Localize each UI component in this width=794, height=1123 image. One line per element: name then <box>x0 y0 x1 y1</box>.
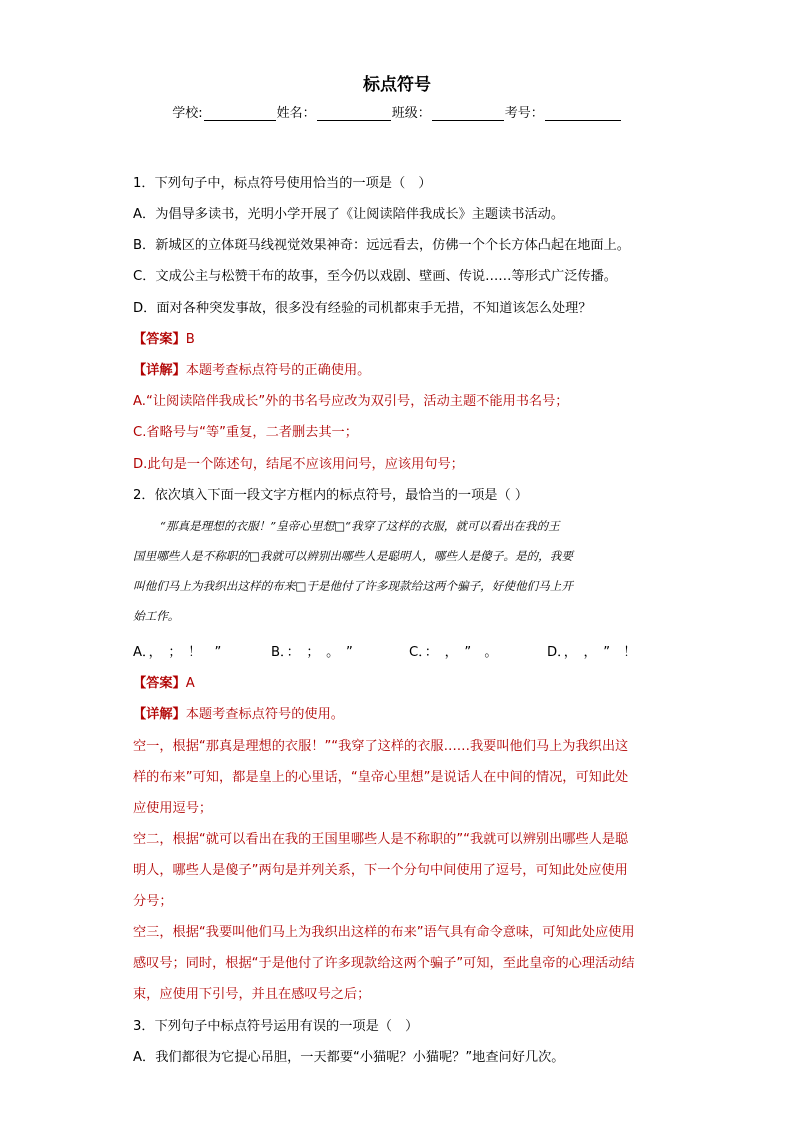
id-label: 考号： <box>504 106 544 121</box>
q2-options <box>133 641 637 660</box>
q1-option-c: C．文成公主与松赞干布的故事，至今仍以戏剧、壁画、传说……等形式广泛传播。 <box>133 269 617 284</box>
q2-option-a: A．， ； ！ ” <box>133 645 222 660</box>
document-title: 标点符号 <box>363 75 431 95</box>
q2-explanation-line: 感叹号；同时，根据“于是他付了许多现款给这两个骗子”可知，至此皇帝的心理活动结 <box>133 956 635 971</box>
q2-option-d: D．， ， ” ！ <box>547 645 637 660</box>
q1-detail <box>133 359 370 378</box>
q2-explanation-line: 分号； <box>133 894 173 909</box>
student-info-row <box>0 102 794 121</box>
q2-quote-line: 叫他们马上为我织出这样的布来□于是他付了许多现款给这两个骗子，好使他们马上开 <box>133 579 573 593</box>
detail-tag: 【详解】 <box>133 707 186 722</box>
q2-option-b: B．： ； 。 ” <box>271 645 353 660</box>
q1-option-b: B．新城区的立体斑马线视觉效果神奇：远远看去，仿佛一个个长方体凸起在地面上。 <box>133 238 630 253</box>
q2-option-c: C．： ， ” 。 <box>409 645 498 660</box>
answer-value: B <box>185 332 195 347</box>
answer-tag: 【答案】 <box>133 332 186 347</box>
q1-explanation-c: C.省略号与“等”重复，二者删去其一； <box>133 425 358 440</box>
name-blank <box>317 106 391 121</box>
q1-explanation-d: D.此句是一个陈述句，结尾不应该用问号，应该用句号； <box>133 457 464 472</box>
q2-explanation-line: 空三，根据“我要叫他们马上为我织出这样的布来”语气具有命令意味，可知此处应使用 <box>133 925 635 940</box>
q2-quote-line: 国里哪些人是不称职的□我就可以辨别出哪些人是聪明人，哪些人是傻子。是的，我要 <box>133 549 573 563</box>
q2-explanation-line: 明人，哪些人是傻子”两句是并列关系，下一个分句中间使用了逗号，可知此处应使用 <box>133 863 628 878</box>
q2-stem: 2．依次填入下面一段文字方框内的标点符号，最恰当的一项是（ ） <box>133 488 529 503</box>
q2-quote-line: 始工作。 <box>133 609 180 623</box>
q1-stem: 1．下列句子中，标点符号使用恰当的一项是（ ） <box>133 176 432 191</box>
answer-tag: 【答案】 <box>133 676 186 691</box>
school-label: 学校: <box>172 106 203 121</box>
detail-text: 本题考查标点符号的正确使用。 <box>185 363 371 378</box>
q2-explanation-line: 应使用逗号； <box>133 801 213 816</box>
q1-explanation-a: A.“让阅读陪伴我成长”外的书名号应改为双引号，活动主题不能用书名号； <box>133 394 569 409</box>
detail-tag: 【详解】 <box>133 363 186 378</box>
q2-explanation-line: 空一，根据“那真是理想的衣服！”“我穿了这样的衣服……我要叫他们马上为我织出这 <box>133 739 629 754</box>
answer-value: A <box>185 676 195 691</box>
q3-option-a: A．我们都很为它提心吊胆，一天都要“小猫呢？小猫呢？”地查问好几次。 <box>133 1050 565 1065</box>
q2-quote-line: “那真是理想的衣服！”皇帝心里想□“我穿了这样的衣服，就可以看出在我的王 <box>160 519 560 533</box>
q3-stem: 3．下列句子中标点符号运用有误的一项是（ ） <box>133 1019 419 1034</box>
q2-answer <box>133 672 195 691</box>
name-label: 姓名： <box>276 106 316 121</box>
q2-explanation-line: 样的布来”可知，都是皇上的心里话，“皇帝心里想”是说话人在中间的情况，可知此处 <box>133 770 629 785</box>
q2-explanation-line: 束，应使用下引号，并且在感叹号之后； <box>133 987 371 1002</box>
q2-explanation-line: 空二，根据“就可以看出在我的王国里哪些人是不称职的”“我就可以辨别出哪些人是聪 <box>133 832 629 847</box>
q1-option-d: D．面对各种突发事故，很多没有经验的司机都束手无措，不知道该怎么处理？ <box>133 301 592 316</box>
q1-option-a: A．为倡导多读书，光明小学开展了《让阅读陪伴我成长》主题读书活动。 <box>133 207 565 222</box>
class-blank <box>432 106 504 121</box>
detail-text: 本题考查标点符号的使用。 <box>185 707 344 722</box>
q2-detail <box>133 703 344 722</box>
q1-answer <box>133 328 195 347</box>
school-blank <box>204 106 276 121</box>
id-blank <box>545 106 621 121</box>
class-label: 班级： <box>391 106 431 121</box>
